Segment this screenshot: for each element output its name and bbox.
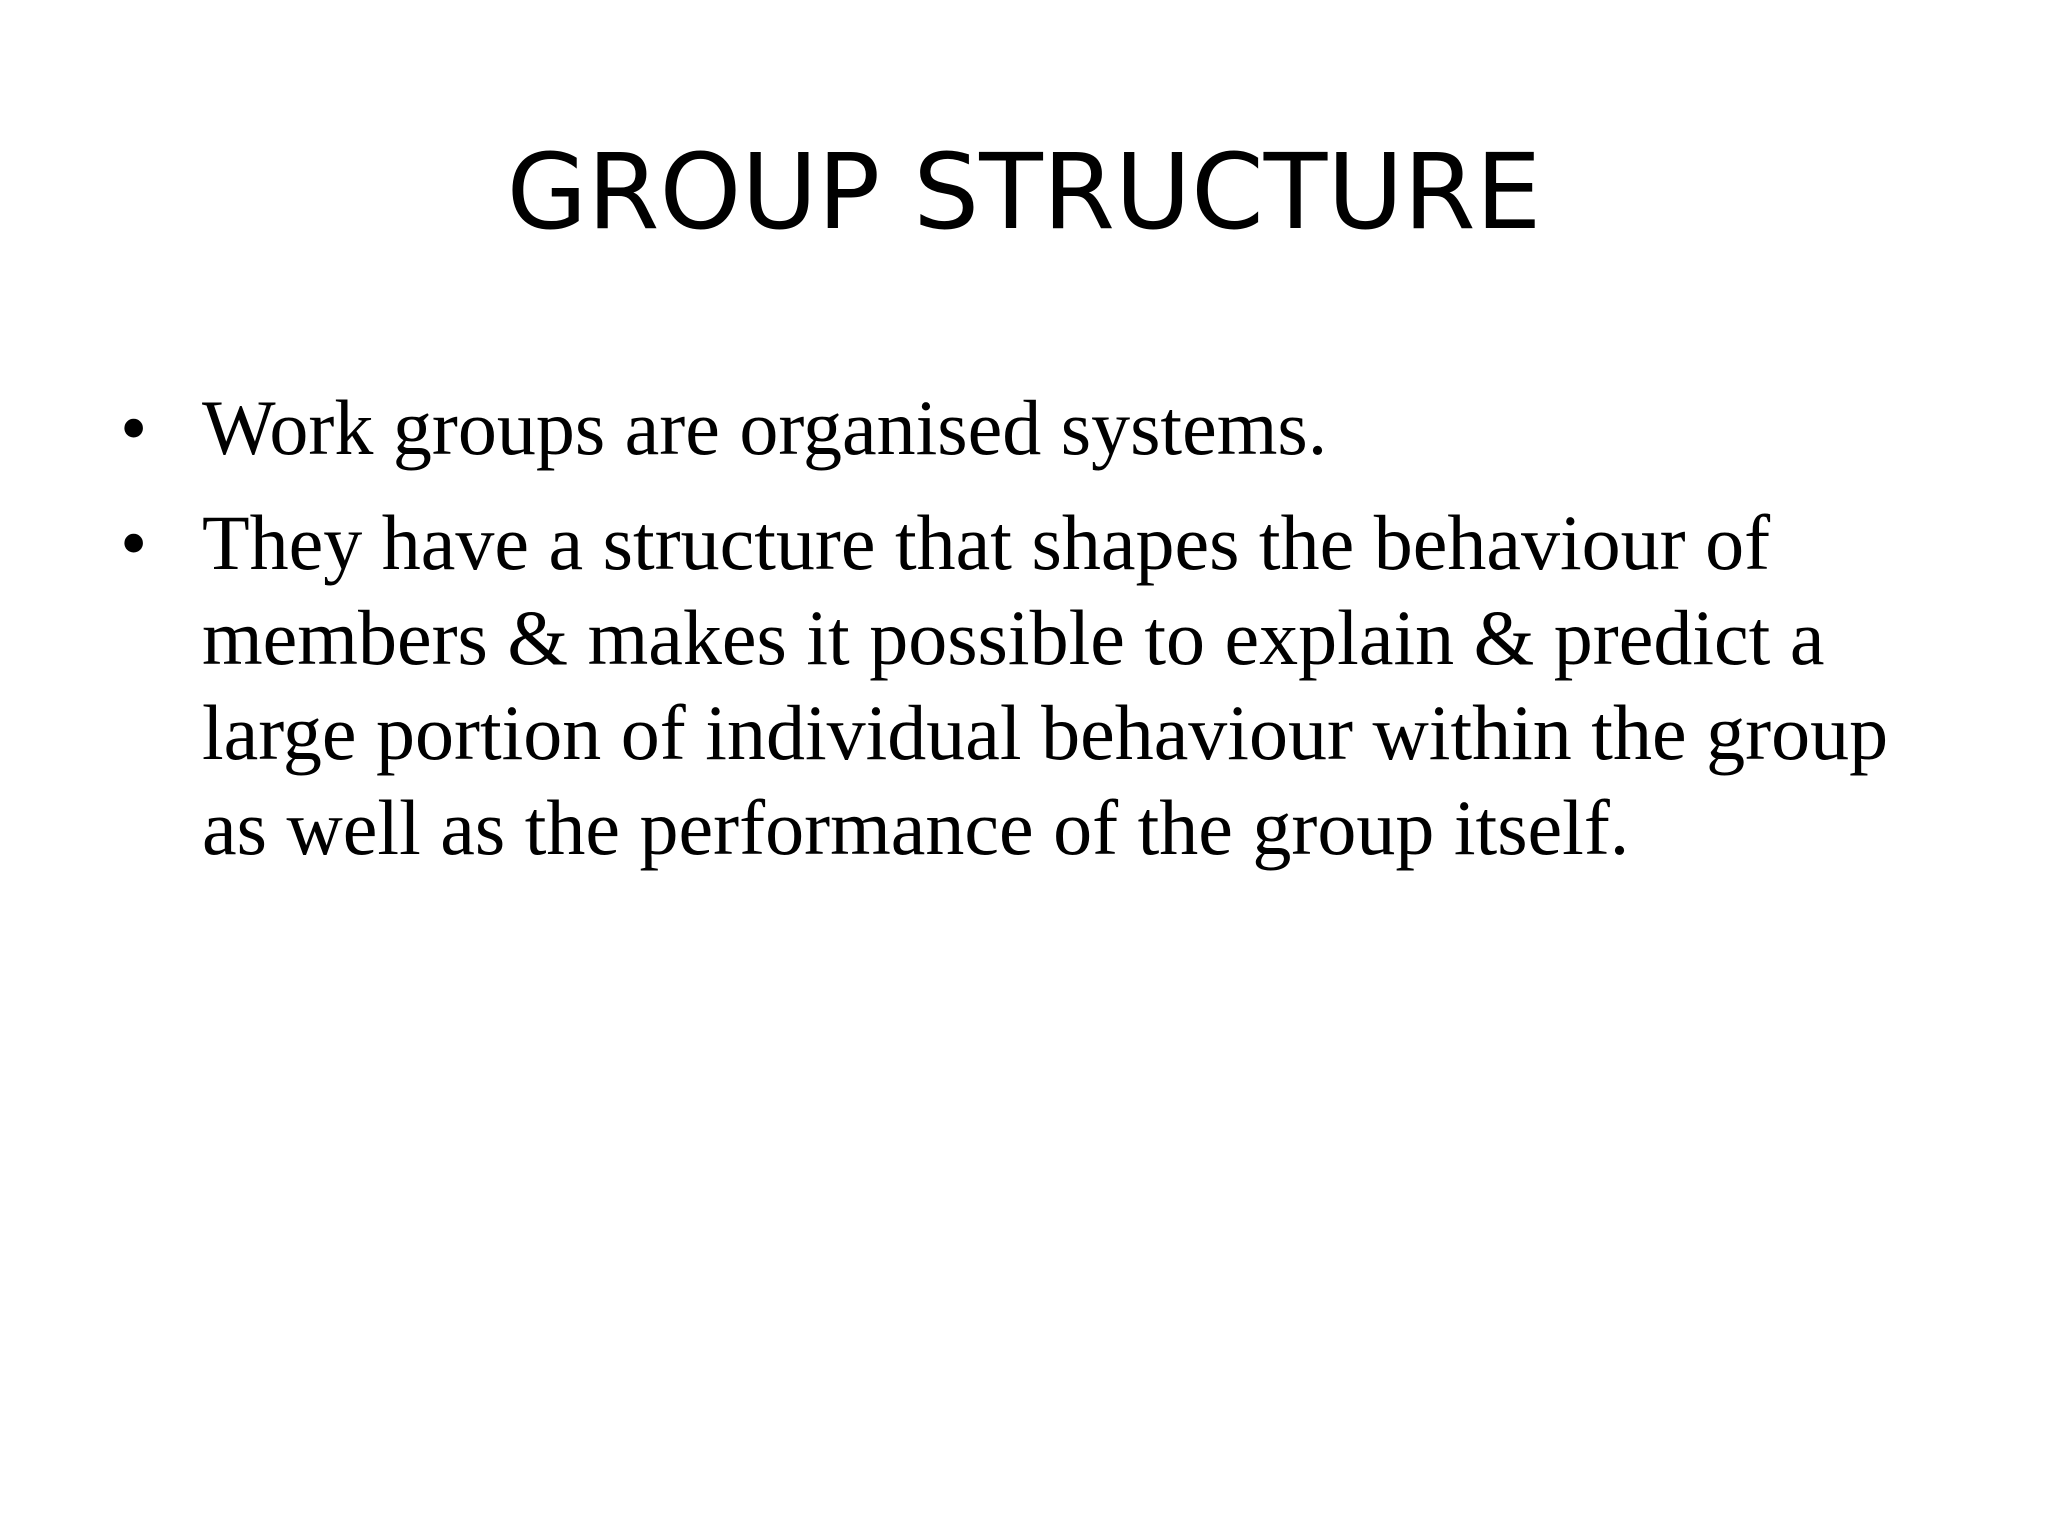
bullet-marker: • (120, 384, 148, 471)
bullet-list (120, 380, 1960, 895)
bullet-item (120, 495, 1960, 875)
bullet-marker: • (120, 499, 148, 586)
bullet-item (120, 380, 1960, 475)
bullet-text: Work groups are organised systems. (202, 384, 1328, 471)
slide-title: GROUP STRUCTURE (506, 131, 1542, 253)
bullet-text: They have a structure that shapes the behaviour of members & makes it possible to explain & predict a large portion of individual behaviour within the group as well as the performance of the group itself. (202, 499, 1889, 871)
